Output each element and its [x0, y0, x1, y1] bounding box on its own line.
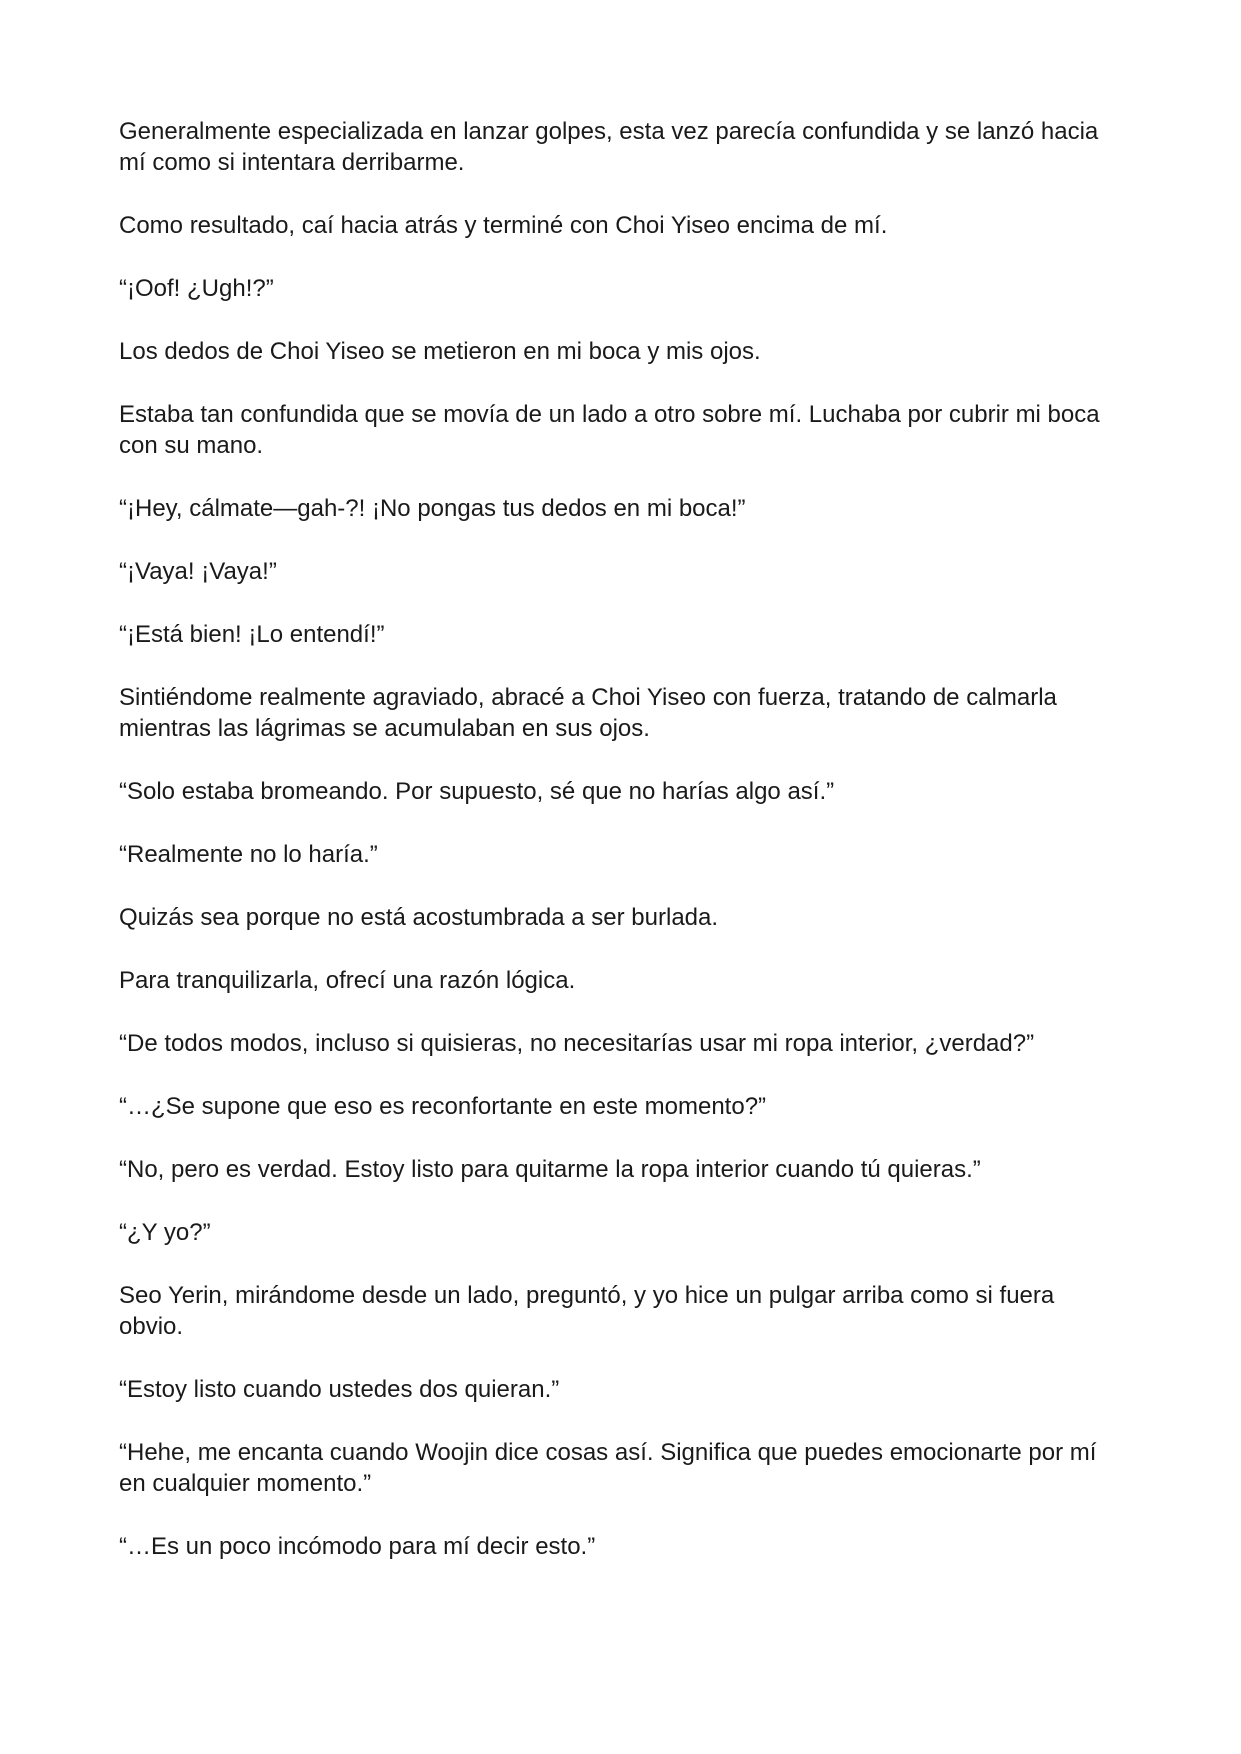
paragraph: Como resultado, caí hacia atrás y terminé con Choi Yiseo encima de mí.	[119, 212, 888, 239]
paragraph: Para tranquilizarla, ofrecí una razón lógica.	[119, 967, 576, 994]
paragraph: “…¿Se supone que eso es reconfortante en este momento?”	[119, 1093, 767, 1120]
paragraph: Estaba tan confundida que se movía de un lado a otro sobre mí. Luchaba por cubrir mi boca con su mano.	[119, 401, 1100, 459]
paragraph: “Realmente no lo haría.”	[119, 841, 378, 868]
paragraph: Los dedos de Choi Yiseo se metieron en mi boca y mis ojos.	[119, 338, 761, 365]
paragraph: “¡Vaya! ¡Vaya!”	[119, 558, 277, 585]
paragraph: “¡Oof! ¿Ugh!?”	[119, 275, 274, 302]
paragraph: “¿Y yo?”	[119, 1219, 211, 1246]
paragraph: “…Es un poco incómodo para mí decir esto.”	[119, 1533, 596, 1560]
paragraph: Sintiéndome realmente agraviado, abracé a Choi Yiseo con fuerza, tratando de calmarla mientras las lágrimas se acumulaban en sus ojos.	[119, 684, 1057, 742]
paragraph: “Hehe, me encanta cuando Woojin dice cosas así. Significa que puedes emocionarte por mí en cualquier momento.”	[119, 1439, 1097, 1497]
paragraph: “No, pero es verdad. Estoy listo para quitarme la ropa interior cuando tú quieras.”	[119, 1156, 981, 1183]
paragraph: “¡Está bien! ¡Lo entendí!”	[119, 621, 385, 648]
paragraph: “De todos modos, incluso si quisieras, no necesitarías usar mi ropa interior, ¿verdad?”	[119, 1030, 1035, 1057]
paragraph: Quizás sea porque no está acostumbrada a ser burlada.	[119, 904, 719, 931]
paragraph: “¡Hey, cálmate—gah-?! ¡No pongas tus dedos en mi boca!”	[119, 495, 746, 522]
text-body	[119, 116, 1119, 1594]
paragraph: “Solo estaba bromeando. Por supuesto, sé que no harías algo así.”	[119, 778, 835, 805]
paragraph: Generalmente especializada en lanzar golpes, esta vez parecía confundida y se lanzó hacia mí como si intentara derribarme.	[119, 118, 1099, 176]
paragraph: “Estoy listo cuando ustedes dos quieran.”	[119, 1376, 560, 1403]
paragraph: Seo Yerin, mirándome desde un lado, preguntó, y yo hice un pulgar arriba como si fuera obvio.	[119, 1282, 1055, 1340]
